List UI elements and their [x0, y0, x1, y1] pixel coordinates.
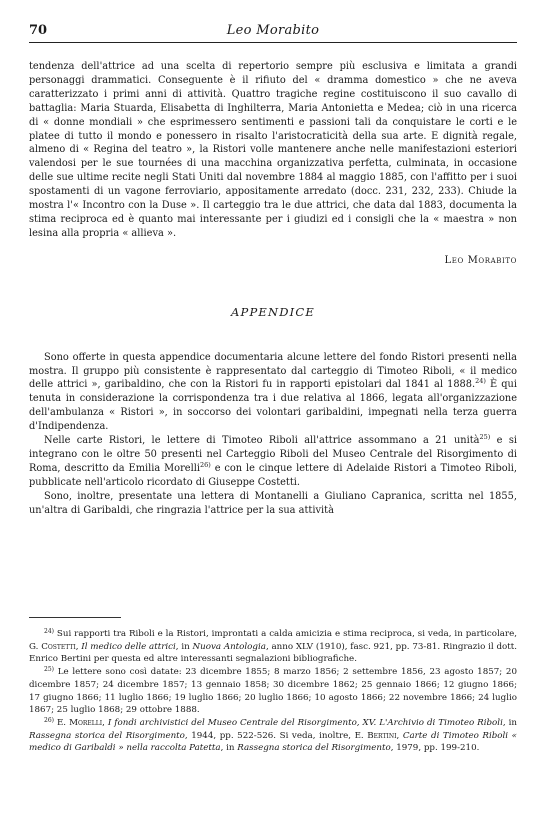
journal-title: Nuova Antologia [192, 641, 266, 652]
text-run: È qui tenuta in considerazione la corrispondenza tra i due relativa al 1866, legata all'organizzazione dell'ambulanza « Ristori », in soccorso dei volontari garibaldini, impegnati nella terza guerra d'Indipendenza. [29, 379, 517, 433]
text-run: , [102, 717, 108, 728]
text-run: Sui rapporti tra Riboli e la Ristori, improntati a calda amicizia e stima reciproca, si veda, in particolare, G. [29, 629, 517, 652]
author-signature: Leo Morabito [444, 254, 517, 266]
running-title: Leo Morabito [226, 23, 320, 38]
footnote-mark: 25) [44, 666, 54, 674]
paragraph-carte-ristori [29, 434, 517, 490]
text-run: , 1944, pp. 522-526. Si veda, inoltre, E. [184, 730, 368, 741]
text-run: , in [175, 641, 193, 652]
section-heading-appendix: APPENDICE [231, 304, 315, 319]
journal-title: Rassegna storica del Risorgimento [29, 730, 185, 741]
running-header [29, 20, 517, 43]
text-run: Le lettere sono così datate: 23 dicembre 1855; 8 marzo 1856; 2 settembre 1856, 23 agosto 1857; 20 dicembre 1857; 24 dicembre 1857; 13 gennaio 1858; 30 dicembre 1862; 25 gennaio 1866; 12 giugno 1866; 17 giugno 1866; 11 luglio 1866; 19 luglio 1866; 20 luglio 1866; 10 agosto 1866; 22 novembre 1866; 24 luglio 1867; 25 luglio 1868; 29 ottobre 1888. [29, 667, 517, 716]
work-title: Il medico delle attrici [81, 641, 176, 652]
journal-title: Rassegna storica del Risorgimento [237, 743, 391, 754]
footnote-mark: 24) [44, 628, 54, 635]
text-run: , in [220, 743, 238, 754]
text-run: E. [53, 717, 70, 728]
work-title: I fondi archivistici del Museo Centrale del Risorgimento, XV. L'Archivio di Timoteo Riboli [107, 717, 503, 728]
text-run: Nelle carte Ristori, le lettere di Timoteo Riboli all'attrice assommano a 21 unità [44, 435, 480, 447]
text-run: , [396, 730, 403, 741]
footnote-26 [29, 717, 517, 755]
page-number: 70 [29, 23, 48, 38]
text-run: Sono offerte in questa appendice documentaria alcune lettere del fondo Ristori presenti nella mostra. Il gruppo più consistente è rappresentato dal carteggio di Timoteo Riboli, « il medico delle attrici », garibaldino, che con la Ristori fu in rapporti epistolari dal 1841 al 1888. [29, 351, 517, 391]
footnote-25 [29, 666, 517, 717]
paragraph-continuation: tendenza dell'attrice ad una scelta di repertorio sempre più esclusiva e limitata a grandi personaggi drammatici. Conseguente è il rifiuto del « dramma domestico » che ne aveva caratterizzato i primi anni di attività. Quattro tragiche regine costituiscono il suo cavallo di battaglia: Maria Stuarda, Elisabetta di Inghilterra, Maria Antonietta e Medea; ciò in una ricerca di « donne mondiali » che esprimessero sentimenti e passioni tali da conquistare le corti e le platee di tutto il mondo e ponessero in risalto l'aristocraticità della sua arte. E dignità regale, almeno di « Regina del teatro », la Ristori volle mantenere anche nelle manifestazioni esteriori valendosi per le sue tournées di una macchina organizzativa perfetta, culminata, in occasione delle sue ultime recite negli Stati Uniti dal novembre 1884 al maggio 1885, con l'affitto per i suoi spostamenti di un vagone ferroviario, appositamente arredato (docc. 231, 232, 233). Chiude la mostra l'« Incontro con la Duse ». Il carteggio tra le due attrici, che data dal 1883, documenta la stima reciproca ed è quanto mai interessante per i giudizi ed i consigli che la « maestra » non lesina alla propria « allieva ». [29, 61, 517, 239]
text-run: , 1979, pp. 199-210. [390, 743, 480, 754]
author-name: Morelli [69, 717, 103, 728]
footnote-mark: 26) [44, 716, 54, 724]
main-text [29, 60, 517, 517]
footnote-ref-25: 25) [479, 433, 491, 442]
text-run: , in [502, 717, 517, 728]
text-run: e si integrano con le oltre 50 presenti nel Carteggio Riboli del Museo Centrale del Risorgimento di Roma, descritto da Emilia Morelli [29, 435, 518, 474]
text-run: , anno XLV (1910), fasc. 921, pp. 73-81. Ringrazio il dott. Enrico Bertini per questa ed altre interessanti segnalazioni bibliografiche. [29, 641, 517, 665]
author-name: Costetti [41, 641, 76, 652]
footnote-divider [29, 617, 121, 618]
text-run: , [75, 641, 82, 652]
footnote-24 [29, 628, 517, 666]
text-run: e con le cinque lettere di Adelaide Ristori a Timoteo Riboli, pubblicate nell'articolo ricordato di Giuseppe Costetti. [29, 462, 517, 488]
paragraph-appendix-intro [29, 351, 517, 434]
work-title: Carte di Timoteo Riboli « medico di Garibaldi » nella raccolta Patetta [29, 730, 517, 754]
footnote-ref-24: 24) [475, 377, 486, 386]
paragraph-other-letters: Sono, inoltre, presentate una lettera di Montanelli a Giuliano Capranica, scritta nel 1855, un'altra di Garibaldi, che ringrazia l'attrice per la sua attività [29, 490, 517, 516]
author-name: Bertini [367, 730, 397, 741]
footnotes [29, 628, 517, 755]
footnote-ref-26: 26) [199, 460, 211, 469]
